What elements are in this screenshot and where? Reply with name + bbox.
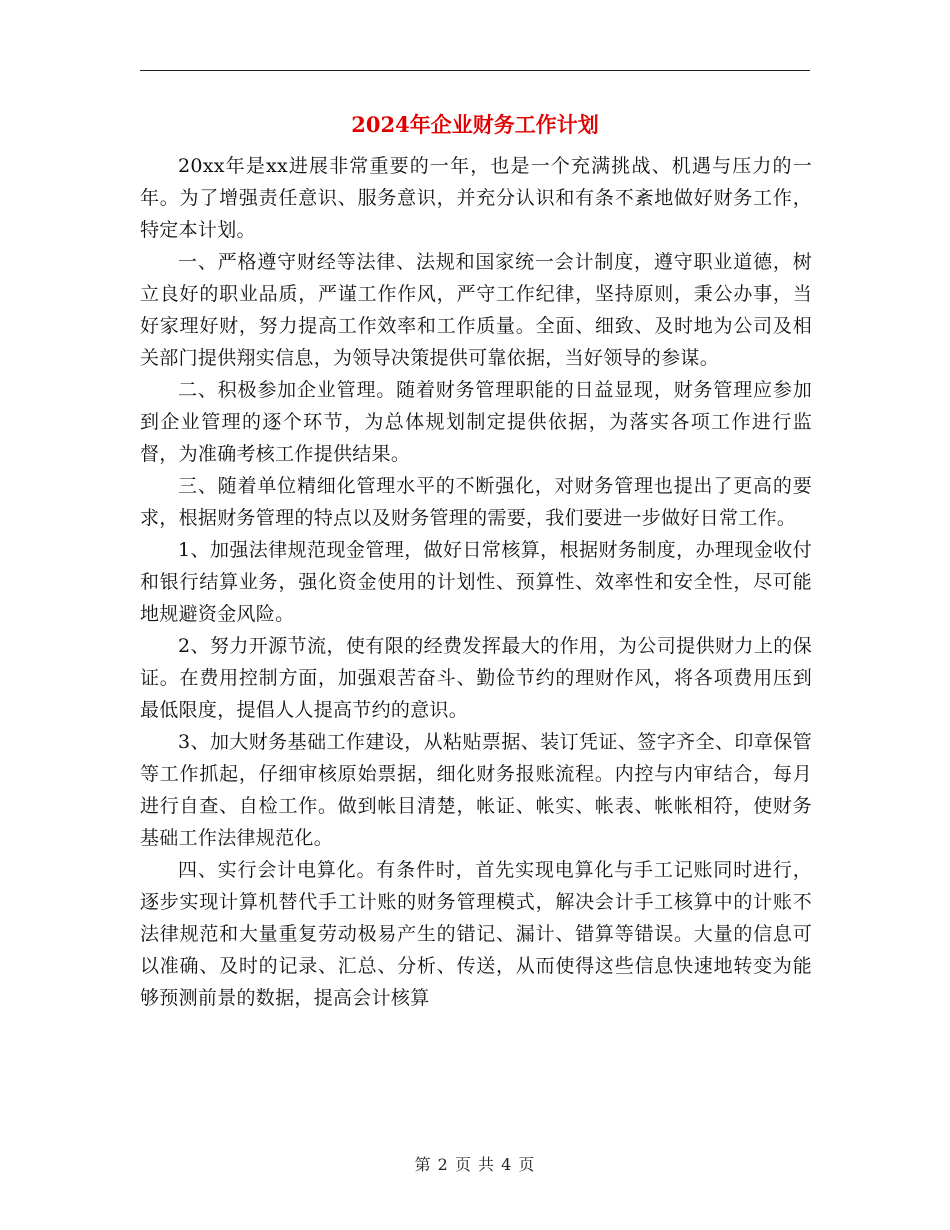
header-rule xyxy=(140,70,810,71)
paragraph-item-3: 3、加大财务基础工作建设，从粘贴票据、装订凭证、签字齐全、印章保管等工作抓起，仔细审核原始票据，细化财务报账流程。内控与内审结合，每月进行自查、自检工作。做到帐目清楚，帐证、帐实、帐表、帐帐相符，使财务基础工作法律规范化。 xyxy=(140,731,812,849)
paragraph-section-4: 四、实行会计电算化。有条件时，首先实现电算化与手工记账同时进行，逐步实现计算机替代手工计账的财务管理模式，解决会计手工核算中的计账不法律规范和大量重复劳动极易产生的错记、漏计、错算等错误。大量的信息可以准确、及时的记录、汇总、分析、传送，从而使得这些信息快速地转变为能够预测前景的数据，提高会计核算 xyxy=(140,859,812,1009)
paragraph-section-1: 一、严格遵守财经等法律、法规和国家统一会计制度，遵守职业道德，树立良好的职业品质，严谨工作作风，严守工作纪律，坚持原则，秉公办事，当好家理好财，努力提高工作效率和工作质量。全面、细致、及时地为公司及相关部门提供翔实信息，为领导决策提供可靠依据，当好领导的参谋。 xyxy=(140,251,812,369)
paragraph-section-3: 三、随着单位精细化管理水平的不断强化，对财务管理也提出了更高的要求，根据财务管理的特点以及财务管理的需要，我们要进一步做好日常工作。 xyxy=(140,475,812,529)
paragraph-section-2: 二、积极参加企业管理。随着财务管理职能的日益显现，财务管理应参加到企业管理的逐个环节，为总体规划制定提供依据，为落实各项工作进行监督，为准确考核工作提供结果。 xyxy=(140,379,812,465)
paragraph-intro: 20xx年是xx进展非常重要的一年，也是一个充满挑战、机遇与压力的一年。为了增强责任意识、服务意识，并充分认识和有条不紊地做好财务工作，特定本计划。 xyxy=(140,155,812,241)
paragraph-item-1: 1、加强法律规范现金管理，做好日常核算，根据财务制度，办理现金收付和银行结算业务，强化资金使用的计划性、预算性、效率性和安全性，尽可能地规避资金风险。 xyxy=(140,539,812,625)
paragraph-item-2: 2、努力开源节流，使有限的经费发挥最大的作用，为公司提供财力上的保证。在费用控制方面，加强艰苦奋斗、勤俭节约的理财作风，将各项费用压到最低限度，提倡人人提高节约的意识。 xyxy=(140,635,812,721)
document-body xyxy=(140,150,812,1014)
document-title: 2024年企业财务工作计划 xyxy=(351,112,599,137)
page-number: 第 2 页 共 4 页 xyxy=(414,1155,536,1174)
